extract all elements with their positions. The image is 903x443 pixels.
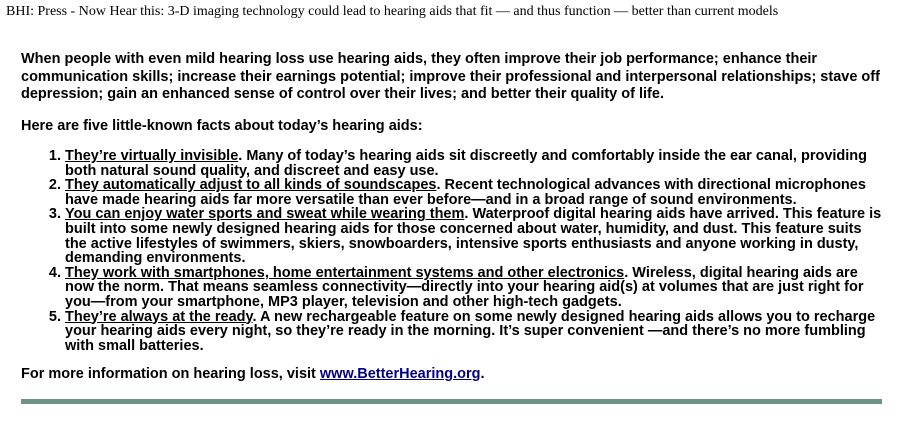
more-info-text: For more information on hearing loss, visit — [21, 366, 320, 383]
fact-item-2 — [65, 178, 887, 207]
fact-headline: You can enjoy water sports and sweat while wearing them — [65, 206, 465, 223]
fact-item-1 — [65, 149, 887, 178]
intro-paragraph: When people with even mild hearing loss use hearing aids, they often improve their job performance; enhance their communication skills; increase their earnings potential; improve their professional and interpersonal relationships; stave off depression; gain an enhanced sense of control over their lives; and better their quality of life. — [21, 51, 880, 102]
fact-headline: They’re always at the ready — [65, 308, 253, 325]
fact-text: . A new rechargeable feature on some newly designed hearing aids allows you to recharge your hearing aids every night, so they’re ready in the morning. It’s super convenient —and there’s no more fumbling with small batteries. — [65, 308, 876, 354]
betterhearing-link[interactable]: www.BetterHearing.org — [319, 366, 481, 383]
article-body — [21, 51, 887, 384]
facts-list — [21, 149, 887, 353]
fact-headline: They automatically adjust to all kinds of soundscapes — [65, 177, 437, 194]
page-title: BHI: Press - Now Hear this: 3-D imaging technology could lead to hearing aids that fit — and thus function — better than current models — [6, 4, 779, 19]
fact-text: . Wireless, digital hearing aids are now the norm. That means seamless connectivity—directly into your hearing aid(s) at volumes that are just right for you—from your smartphone, MP3 player, television and other high-tech gadgets. — [65, 264, 864, 310]
fact-text: . Waterproof digital hearing aids have arrived. This feature is built into some newly designed hearing aids for those concerned about water, humidity, and dust. This feature suits the active lifestyles of swimmers, skiers, snowboarders, intensive sports enthusiasts and anyone working in dusty, demanding environments. — [65, 206, 882, 267]
fact-item-5 — [65, 310, 887, 354]
fact-item-4 — [65, 266, 887, 310]
fact-headline: They work with smartphones, home entertainment systems and other electronics — [65, 264, 625, 281]
horizontal-rule — [21, 399, 882, 404]
more-info-suffix: . — [480, 366, 485, 383]
fact-item-3 — [65, 207, 887, 265]
fact-headline: They’re virtually invisible — [65, 148, 239, 164]
fact-text: . Recent technological advances with directional microphones have made hearing aids far more versatile than ever before—and in a broad range of sound environments. — [65, 177, 866, 208]
facts-heading: Here are five little-known facts about today’s hearing aids: — [21, 117, 423, 134]
more-info-line — [21, 366, 887, 384]
fact-text: . Many of today’s hearing aids sit discreetly and comfortably inside the ear canal, providing both natural sound quality, and discreet and easy use. — [65, 148, 868, 179]
